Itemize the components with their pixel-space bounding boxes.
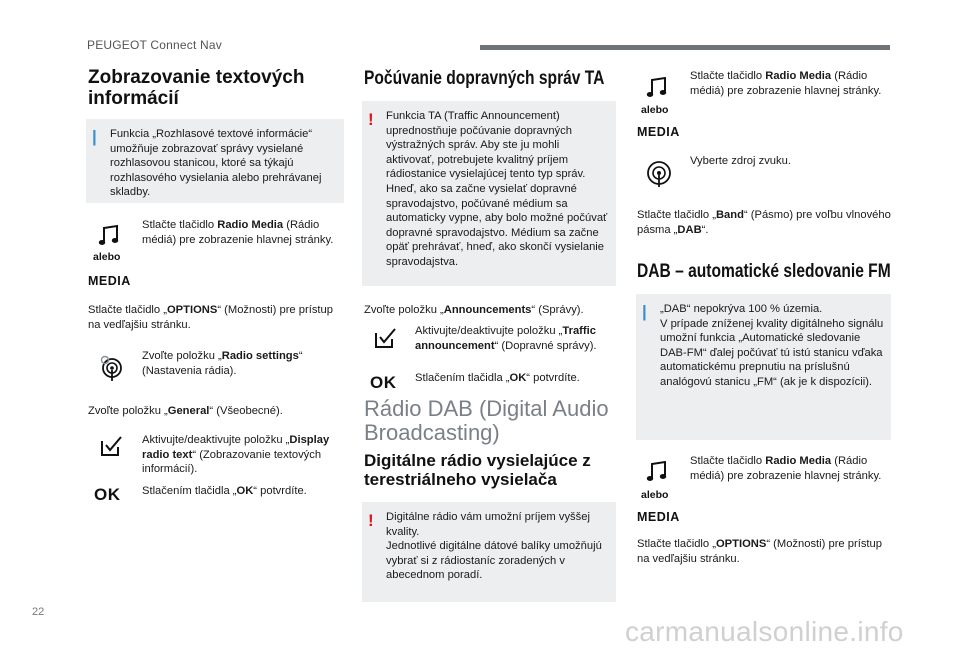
step-ok-confirm: Stlačením tlačidla „OK“ potvrdíte. [415, 372, 580, 384]
subheading-digital-radio: Digitálne rádio vysielajúce z terestriálneho vysielača [364, 451, 591, 489]
media-label: MEDIA [88, 274, 131, 288]
info-icon: | [92, 127, 97, 146]
step-general: Zvoľte položku „General“ (Všeobecné). [88, 405, 283, 417]
info-note [86, 119, 344, 203]
section-title-dab: Rádio DAB (Digital Audio Broadcasting) [364, 396, 609, 445]
info-note [636, 294, 891, 440]
step-traffic-announcement: Aktivujte/deaktivujte položku „Traffic announcement“ (Dopravné správy). [415, 325, 597, 352]
alebo-label: alebo [641, 489, 669, 501]
section-heading-dab-fm: DAB – automatické sledovanie FM [637, 261, 891, 282]
alebo-label: alebo [93, 251, 121, 263]
checkbox-icon [372, 326, 398, 350]
warning-note-text: Funkcia TA (Traffic Announcement) uprednostňuje počúvanie dopravných výstražných správ. Aby ste ju mohli aktivovať, potrebujete kvalitný príjem rádiostanice vysielajúcej tento typ správ. Hneď, ako sa začne vysielať dopravné spravodajstvo, počúvané médium sa automaticky vypne, aby bolo možné počúvať dopravné spravodajstvo. Médium sa začne opäť prehrávať, hneď, ako skončí vysielanie spravodajstva. [386, 110, 608, 268]
step-band-dab: Stlačte tlačidlo „Band“ (Pásmo) pre voľbu vlnového pásma „DAB“. [637, 209, 891, 236]
warning-icon: ! [368, 110, 374, 129]
alebo-label: alebo [641, 104, 669, 116]
section-heading-text-info: Zobrazovanie textových informácií [88, 67, 305, 109]
radio-source-icon [644, 158, 674, 188]
ok-label: OK [94, 485, 121, 504]
header-bar [480, 45, 890, 50]
page-number: 22 [32, 606, 45, 618]
step-radio-media: Stlačte tlačidlo Radio Media (Rádio médiá) pre zobrazenie hlavnej stránky. [690, 455, 882, 482]
warning-note [362, 502, 616, 602]
step-radio-settings: Zvoľte položku „Radio settings“ (Nastavenia rádia). [142, 350, 303, 377]
watermark: carmanualsonline.info [625, 616, 904, 647]
checkbox-icon [98, 434, 124, 458]
music-note-icon [96, 222, 122, 248]
document-header: PEUGEOT Connect Nav [87, 38, 222, 52]
radio-settings-icon [97, 352, 127, 382]
info-note-text: Funkcia „Rozhlasové textové informácie“ umožňuje zobrazovať správy vysielané rozhlasovou stanicou, ktoré sa týkajú rozhlasového vysielania alebo prehrávanej skladby. [110, 128, 322, 199]
music-note-icon [644, 458, 670, 484]
media-label: MEDIA [637, 510, 680, 524]
music-note-icon [644, 74, 670, 100]
info-note-text: „DAB“ nepokrýva 100 % územia. V prípade zníženej kvality digitálneho signálu umožní funkcia „Automatické sledovanie DAB-FM“ ďalej počúvať tú istú stanicu vďaka automatickému prepnutiu na príslušnú analógovú stanicu „FM“ (ak je k dispozícii). [660, 303, 884, 388]
step-select-source: Vyberte zdroj zvuku. [690, 155, 791, 167]
step-options: Stlačte tlačidlo „OPTIONS“ (Možnosti) pre prístup na vedľajšiu stránku. [88, 304, 333, 331]
warning-icon: ! [368, 511, 374, 530]
section-heading-ta: Počúvanie dopravných správ TA [364, 68, 605, 89]
step-ok-confirm: Stlačením tlačidla „OK“ potvrdíte. [142, 485, 307, 497]
info-icon: | [642, 302, 647, 321]
step-options: Stlačte tlačidlo „OPTIONS“ (Možnosti) pre prístup na vedľajšiu stránku. [637, 538, 882, 565]
warning-note [362, 101, 616, 286]
ok-label: OK [370, 373, 397, 392]
step-announcements: Zvoľte položku „Announcements“ (Správy). [364, 304, 584, 316]
media-label: MEDIA [637, 125, 680, 139]
step-radio-media: Stlačte tlačidlo Radio Media (Rádio médiá) pre zobrazenie hlavnej stránky. [142, 219, 334, 246]
step-radio-media: Stlačte tlačidlo Radio Media (Rádio médiá) pre zobrazenie hlavnej stránky. [690, 70, 882, 97]
warning-note-text: Digitálne rádio vám umožní príjem vyššej kvality. Jednotlivé digitálne dátové balíky umožňujú vybrať si z rádiostaníc zoradených v abecednom poradí. [386, 511, 602, 582]
step-display-radio-text: Aktivujte/deaktivujte položku „Display radio text“ (Zobrazovanie textových informácií). [142, 434, 330, 476]
